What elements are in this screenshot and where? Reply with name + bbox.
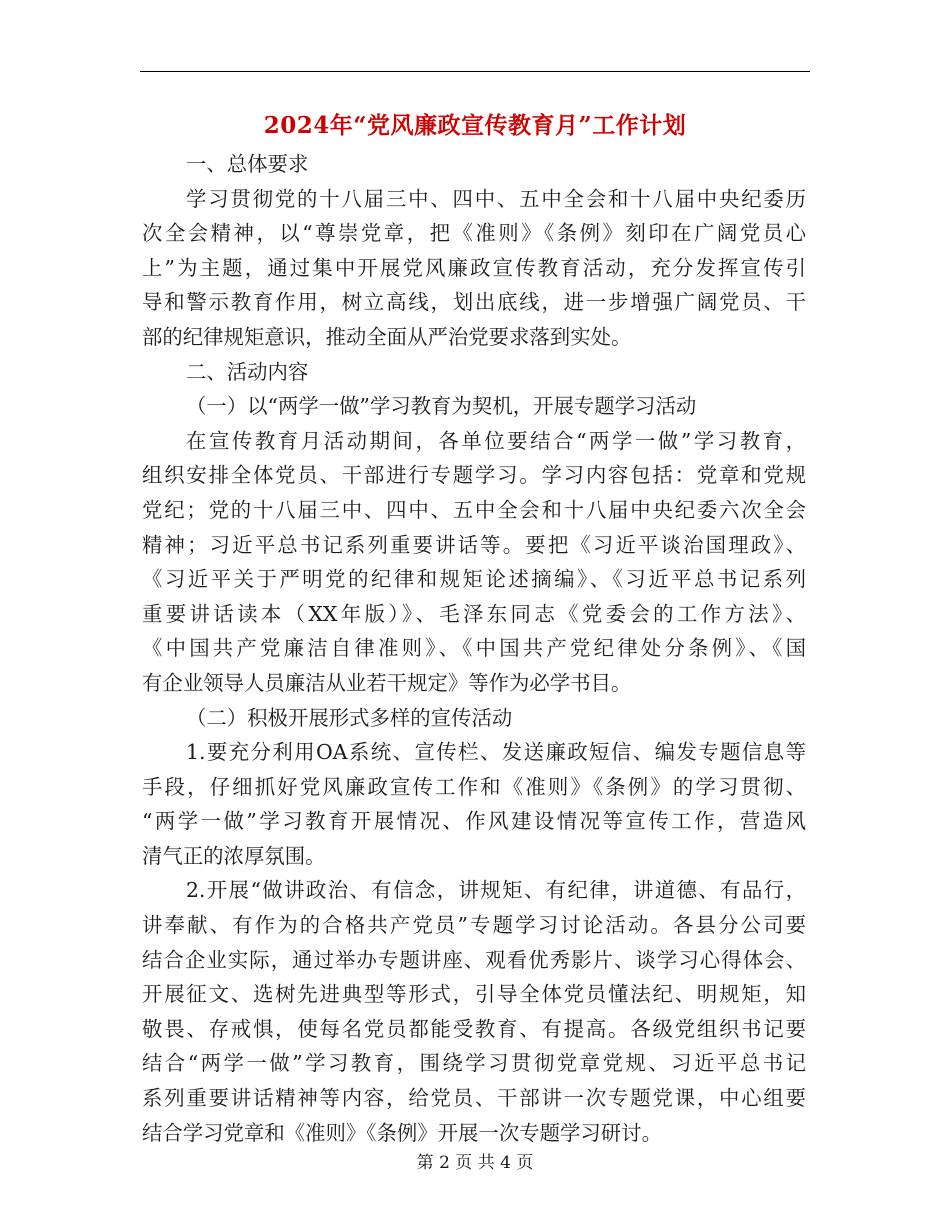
- paragraph-line: 重要讲话读本（XX年版）》、毛泽东同志《党委会的工作方法》、: [142, 601, 806, 626]
- paragraph-line: 上”为主题，通过集中开展党风廉政宣传教育活动，充分发挥宣传引: [142, 255, 806, 280]
- header-rule: [140, 71, 810, 72]
- paragraph-line: 党纪；党的十八届三中、四中、五中全会和十八届中央纪委六次全会: [142, 497, 806, 522]
- paragraph-line: 开展征文、选树先进典型等形式，引导全体党员懂法纪、明规矩，知: [142, 982, 806, 1007]
- document-body: [142, 147, 806, 1150]
- paragraph-line: 次全会精神，以“尊崇党章，把《准则》《条例》刻印在广阔党员心: [142, 221, 806, 246]
- subsection-heading: （一）以“两学一做”学习教育为契机，开展专题学习活动: [186, 394, 697, 419]
- paragraph-line: 手段，仔细抓好党风廉政宣传工作和《准则》《条例》的学习贯彻、: [142, 774, 806, 799]
- section-heading: 一、总体要求: [186, 152, 309, 176]
- page-number-footer: 第 2 页 共 4 页: [416, 1153, 534, 1173]
- paragraph-line: 1.要充分利用OA系统、宣传栏、发送廉政短信、编发专题信息等: [186, 740, 806, 765]
- section-heading: 二、活动内容: [186, 359, 309, 384]
- paragraph-line: 精神；习近平总书记系列重要讲话等。要把《习近平谈治国理政》、: [142, 532, 806, 557]
- paragraph-line: 《中国共产党廉洁自律准则》、《中国共产党纪律处分条例》、《国: [142, 636, 806, 661]
- paragraph-line: 结合学习党章和《准则》《条例》开展一次专题学习研讨。: [142, 1120, 662, 1145]
- paragraph-line: 清气正的浓厚氛围。: [142, 843, 326, 868]
- paragraph-line: 在宣传教育月活动期间，各单位要结合“两学一做”学习教育，: [186, 428, 806, 453]
- paragraph-line: 敬畏、存戒惧，使每名党员都能受教育、有提高。各级党组织书记要: [142, 1016, 806, 1041]
- paragraph-line: 学习贯彻党的十八届三中、四中、五中全会和十八届中央纪委历: [186, 186, 806, 211]
- paragraph-line: 系列重要讲话精神等内容，给党员、干部讲一次专题党课，中心组要: [142, 1086, 806, 1111]
- paragraph-line: “两学一做”学习教育开展情况、作风建设情况等宣传工作，营造风: [142, 809, 806, 834]
- paragraph-line: 有企业领导人员廉洁从业若干规定》等作为必学书目。: [142, 670, 632, 695]
- document-title: 2024年“党风廉政宣传教育月”工作计划: [263, 112, 687, 139]
- paragraph-line: 《习近平关于严明党的纪律和规矩论述摘编》、《习近平总书记系列: [142, 567, 806, 592]
- paragraph-line: 结合企业实际，通过举办专题讲座、观看优秀影片、谈学习心得体会、: [142, 947, 806, 972]
- paragraph-line: 讲奉献、有作为的合格共产党员”专题学习讨论活动。各县分公司要: [142, 913, 806, 938]
- paragraph-line: 结合“两学一做”学习教育，围绕学习贯彻党章党规、习近平总书记: [142, 1051, 806, 1076]
- paragraph-line: 部的纪律规矩意识，推动全面从严治党要求落到实处。: [142, 324, 632, 349]
- paragraph-line: 导和警示教育作用，树立高线，划出底线，进一步增强广阔党员、干: [142, 290, 806, 315]
- subsection-heading: （二）积极开展形式多样的宣传活动: [186, 705, 513, 730]
- paragraph-line: 组织安排全体党员、干部进行专题学习。学习内容包括：党章和党规: [142, 463, 806, 488]
- paragraph-line: 2.开展“做讲政治、有信念，讲规矩、有纪律，讲道德、有品行，: [186, 878, 806, 903]
